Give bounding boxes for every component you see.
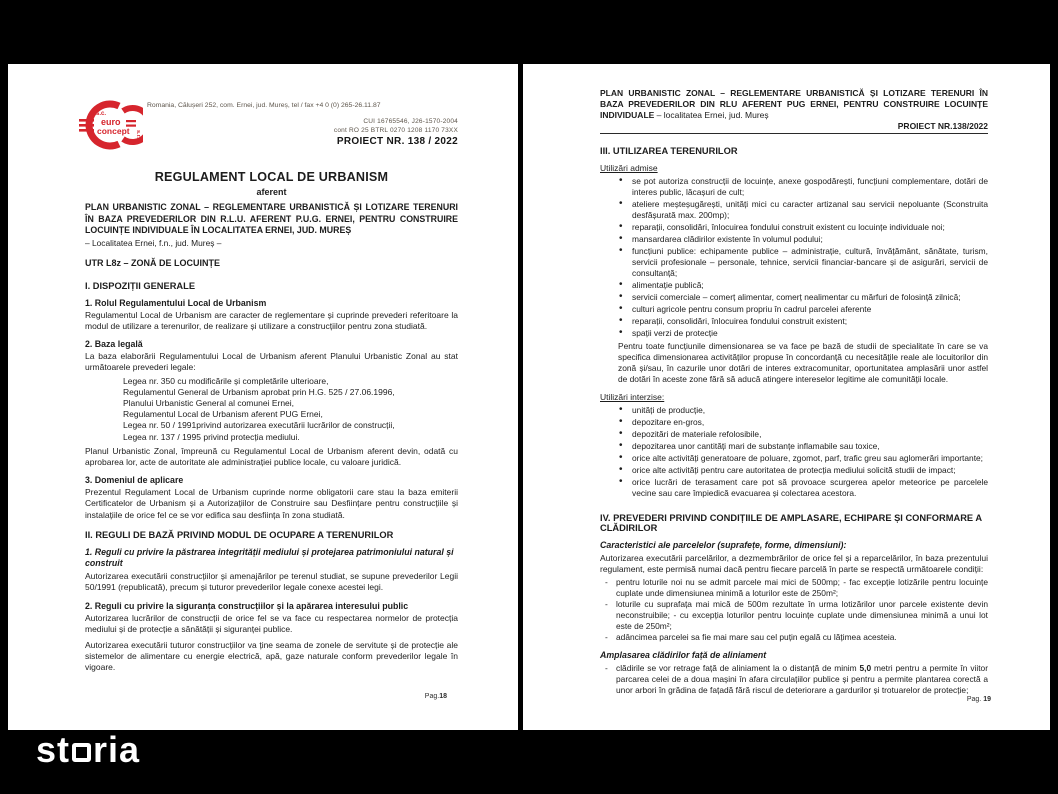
paragraph-rol: Regulamentul Local de Urbanism are caracter de reglementare și cuprinde prevederi referitoare la modul de utilizare a terenurilor, de realizare și utilizare a construcțiilor pentru zona studiată.	[85, 309, 458, 331]
logo-company-name-line2: concept	[97, 126, 130, 136]
list-item: • ateliere meșteșugărești, unități mici cu caracter artizanal sau servicii nepoluante (Sconstruita desfășurată max. 200mp);	[618, 199, 988, 221]
utr-zone-heading: UTR L8z – ZONĂ DE LOCUINȚE	[85, 257, 221, 268]
list-item: • depozitarea unor cantități mari de substanțe inflamabile sau toxice,	[618, 441, 988, 452]
list-item: • mansardarea clădirilor existente în volumul podului;	[618, 234, 988, 245]
law-item: Legea nr. 350 cu modificările și completările ulterioare,	[123, 375, 329, 386]
section-iv-heading: IV. PREVEDERI PRIVIND CONDIȚIILE DE AMPLASARE, ECHIPARE ȘI CONFORMARE A CLĂDIRILOR	[600, 513, 982, 533]
document-page-19	[523, 64, 1050, 730]
euro-concept-logo	[79, 94, 143, 156]
list-item: • servicii comerciale – comerț alimentar, comerț nealimentar cu mărfuri de folosință zilnică;	[618, 292, 988, 303]
parcel-conditions-list	[605, 577, 988, 643]
list-item: • reparații, consolidări, înlocuirea fondului construit existent cu locuințe individuale noi;	[618, 222, 988, 233]
letterhead	[85, 94, 458, 162]
alignment-distance-value: 5,0	[859, 662, 872, 673]
list-item: • culturi agricole pentru consum propriu în cadrul parcelei aferente	[618, 304, 988, 315]
paragraph-functiuni: Pentru toate funcțiunile dimensionarea se va face pe bază de studii de specialitate în care se va specifica dimensionarea activităților propuse în concordanță cu necesitățile reale ale locuitorilor din zonă și/sau, în cazurile unor dotări de interes extracomunitar, oportunitatea amplasării unor astfel de dotări în aceste zone fără să aducă atingere intereselor legitime ale comunității locale.	[618, 341, 988, 384]
list-item: • depozitare en-gros,	[618, 417, 988, 428]
logo-company-name-line1: euro	[101, 117, 121, 127]
uses-allowed-label: Utilizări admise	[600, 163, 658, 173]
running-header-title: PLAN URBANISTIC ZONAL – REGLEMENTARE URBANISTICĂ ȘI LOTIZARE TERENURI ÎN BAZA PREVEDERILOR DIN RLU AFERENT PUG ERNEI, PENTRU CONSTRUIRE LOCUINȚE INDIVIDUALE	[600, 88, 988, 120]
running-header	[600, 88, 988, 121]
square-o-glyph	[72, 743, 91, 762]
uses-allowed-list	[618, 176, 988, 339]
page-number-value: 19	[983, 696, 991, 703]
laws-list	[123, 376, 458, 443]
storia-logo-text-pre: st	[36, 729, 71, 770]
law-item: Regulamentul Local de Urbanism aferent PUG Ernei,	[123, 409, 323, 420]
heading-baza-legala: 2. Baza legală	[85, 339, 143, 350]
project-number: PROIECT NR. 138 / 2022	[336, 136, 458, 147]
list-item: - loturile cu suprafața mai mică de 500m rezultate în urma lotizărilor unor parcele existente devin neconstruibile; - cu excepția loturilor pentru locuințe cuplate unde dimensiunea minimă a unui lot este de 250m²;	[605, 599, 988, 632]
running-header-location: – localitatea Ernei, jud. Mureș	[654, 110, 769, 120]
storia-logo-text-post: ria	[93, 729, 141, 770]
document-page-18	[8, 64, 518, 730]
list-item: • depozitări de materiale refolosibile,	[618, 429, 988, 440]
plan-title: PLAN URBANISTIC ZONAL – REGLEMENTARE URBANISTICĂ ȘI LOTIZARE TERENURI ÎN BAZA PREVEDERILOR DIN R.L.U. AFERENT P.U.G. ERNEI, PENTRU CONSTRUIRE LOCUINȚE INDIVIDUALE ÎN LOCALITATEA ERNEI, JUD. MUREȘ	[85, 202, 458, 236]
list-item: • alimentație publică;	[618, 280, 988, 291]
list-item: • orice alte activități pentru care autoritatea de protecția mediului solicită studii de impact;	[618, 465, 988, 476]
law-item: Planului Urbanistic General al comunei Ernei,	[123, 398, 295, 408]
heading-reguli-mediu: 1. Reguli cu privire la păstrarea integrității mediului și protejarea patrimoniului natural și construit	[85, 546, 454, 569]
locality-line: – Localitatea Ernei, f.n., jud. Mureș –	[85, 237, 222, 248]
law-item: Regulamentul General de Urbanism aprobat prin H.G. 525 / 27.06.1996,	[123, 386, 395, 397]
page-number-label: Pag.	[424, 693, 440, 700]
document-title: REGULAMENT LOCAL DE URBANISM	[154, 170, 389, 184]
document-subtitle: aferent	[256, 187, 287, 197]
list-item: • reparații, consolidări, înlocuirea fondului construit existent;	[618, 316, 988, 327]
heading-domeniu: 3. Domeniul de aplicare	[85, 475, 184, 486]
list-item: - adâncimea parcelei sa fie mai mare sau cel puțin egală cu lățimea acesteia.	[605, 632, 988, 643]
paragraph-domeniu: Prezentul Regulament Local de Urbanism cuprinde norme obligatorii care stau la baza emiterii Certificatelor de Urbanism și a Autorizațiilor de Construire sau Desființare pentru construcțiile și instalațiile de orice fel ce se vor edifica sau desființa în zona studiată.	[85, 487, 458, 520]
uses-forbidden-label: Utilizări interzise:	[600, 392, 665, 402]
list-item: • funcțiuni publice: echipamente publice – administrație, cultură, învățământ, sănătate, turism, servicii profesionale – personale, tehnice, servicii financiar-bancare și de asigurări, servicii de consultanță;	[618, 246, 988, 279]
right-page-content	[600, 88, 988, 696]
parcel-characteristics-paragraph: Autorizarea executării parcelărilor, a dezmembrărilor de orice fel și a reparcelărilor, în baza prezentului regulament, este permisă numai dacă pentru fiecare parcelă în parte se respectă următoarele condiții:	[600, 553, 988, 575]
letterhead-address: Romania, Călușeri 252, com. Ernei, jud. Mureș, tel / fax +4 0 (0) 265-26.11.87	[147, 102, 381, 109]
letterhead-registration-block	[334, 118, 458, 147]
paragraph-reguli-siguranta-2: Autorizarea executării tuturor construcțiilor va ține seama de zonele de servitute și de protecție ale sistemelor de alimentare cu energie electrică, apă, gaze naturale conform prevederilor legale în vigoare.	[85, 640, 458, 673]
running-header-project-number: PROIECT NR.138/2022	[897, 121, 988, 131]
list-item: • orice lucrări de terasament care pot să provoace scurgerea apelor meteorice pe parcelele vecine sau care împiedică evacuarea și colectarea acestora.	[618, 477, 988, 499]
page-number-19	[967, 696, 991, 703]
list-item: • unități de producție,	[618, 405, 988, 416]
alignment-text-post: metri pentru a permite în viitor parcarea celei de a doua mașini în afara circulațiilor publice și pentru a permite plantarea corectă a unor arbori în grădina de fațadă fără riscul de deteriorare a gardurilor și trotuarelor de protecție;	[616, 662, 988, 695]
paragraph-reguli-mediu: Autorizarea executării construcțiilor și amenajărilor pe terenul studiat, se supune prevederilor Legii 50/1991 (republicată), precum și tuturor prevederilor legale conexe acestei legi.	[85, 571, 458, 593]
logo-company-suffix: s.r.l.	[135, 130, 141, 142]
storia-logo	[36, 729, 140, 771]
list-item	[605, 663, 988, 696]
paragraph-baza-legala: La baza elaborării Regulamentului Local de Urbanism aferent Planului Urbanistic Zonal au stat următoarele prevederi legale:	[85, 351, 458, 373]
alignment-text-pre: clădirile se vor retrage față de aliniament la o distanță de minim	[616, 662, 860, 673]
logo-company-prefix: s.c.	[96, 111, 107, 117]
section-i-heading: I. DISPOZIȚII GENERALE	[85, 280, 196, 291]
list-item: • orice alte activități generatoare de poluare, zgomot, parf, trafic greu sau aglomerări importante;	[618, 453, 988, 464]
page-number-label: Pag.	[966, 696, 982, 703]
building-alignment-list	[605, 663, 988, 696]
page-number-value: 18	[439, 693, 447, 700]
paragraph-reguli-siguranta-1: Autorizarea lucrărilor de construcții de orice fel se va face cu respectarea normelor de protecția mediului și de protecție a sănătății și siguranței publice.	[85, 612, 458, 634]
law-item: Legea nr. 137 / 1995 privind protecția mediului.	[123, 431, 300, 442]
list-item: • spații verzi de protecție	[618, 328, 988, 339]
list-item: - pentru loturile noi nu se admit parcele mai mici de 500mp; - fac excepție lotizările pentru locuințe cuplate unde dimensiunea minimă a loturilor este de 250m²;	[605, 577, 988, 599]
parcel-characteristics-heading: Caracteristici ale parcelelor (suprafețe, forme, dimensiuni):	[600, 540, 847, 550]
heading-rol: 1. Rolul Regulamentului Local de Urbanism	[85, 297, 267, 308]
section-ii-heading: II. REGULI DE BAZĂ PRIVIND MODUL DE OCUPARE A TERENURILOR	[85, 529, 394, 540]
letterhead-account: cont RO 25 BTRL 0270 1208 1170 73XX	[333, 126, 458, 134]
uses-forbidden-list	[618, 405, 988, 499]
header-rule	[600, 133, 988, 134]
paragraph-puz: Planul Urbanistic Zonal, împreună cu Regulamentul Local de Urbanism aferent devin, odată cu aprobarea lor, acte de autoritate ale administrației publice locale, cu valoare juridică.	[85, 445, 458, 468]
law-item: Legea nr. 50 / 1991privind autorizarea executării lucrărilor de construcții,	[123, 420, 395, 431]
building-alignment-heading: Amplasarea clădirilor față de aliniament	[600, 649, 767, 660]
section-iii-heading: III. UTILIZAREA TERENURILOR	[600, 146, 738, 156]
list-item: • se pot autoriza construcții de locuințe, anexe gospodărești, funcțiuni complementare, dotări de interes public, lăcașuri de cult;	[618, 176, 988, 198]
letterhead-cui: CUI 16765546, J26-1570-2004	[363, 118, 458, 125]
left-page-content	[85, 94, 458, 674]
page-number-18	[425, 693, 447, 700]
heading-reguli-siguranta: 2. Reguli cu privire la siguranța construcțiilor și la apărarea interesului public	[85, 600, 409, 611]
